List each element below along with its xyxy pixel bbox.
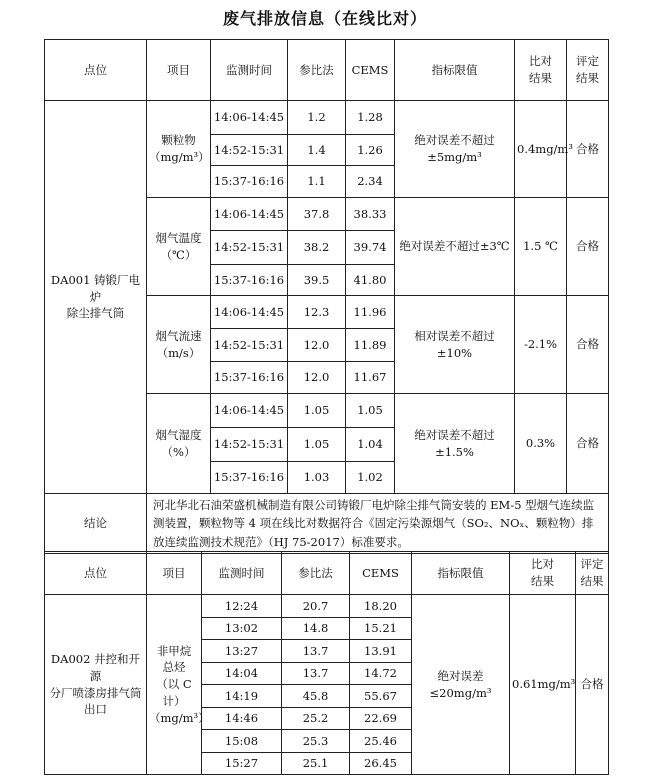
ref-cell: 25.2 bbox=[282, 708, 350, 730]
eval-cell: 合格 bbox=[576, 595, 609, 775]
time-cell: 15:37-16:16 bbox=[211, 462, 288, 494]
cems-cell: 11.67 bbox=[346, 362, 395, 394]
header-eval: 评定 结果 bbox=[567, 40, 609, 101]
ref-cell: 1.4 bbox=[288, 135, 346, 166]
cems-cell: 11.89 bbox=[346, 329, 395, 362]
limit-cell: 绝对误差不超过 ±1.5% bbox=[395, 394, 515, 494]
time-cell: 14:52-15:31 bbox=[211, 329, 288, 362]
cems-cell: 1.04 bbox=[346, 428, 395, 462]
header-result: 比对 结果 bbox=[510, 552, 576, 595]
time-cell: 14:06-14:45 bbox=[211, 198, 288, 231]
time-cell: 14:06-14:45 bbox=[211, 394, 288, 428]
eval-cell: 合格 bbox=[567, 296, 609, 394]
ref-cell: 45.8 bbox=[282, 685, 350, 708]
header-time: 监测时间 bbox=[211, 40, 288, 101]
cems-cell: 25.46 bbox=[350, 730, 412, 753]
header-eval: 评定 结果 bbox=[576, 552, 609, 595]
result-cell: 0.61mg/m³ bbox=[510, 595, 576, 775]
point-cell: DA002 井控和开源 分厂喷漆房排气筒 出口 bbox=[45, 595, 147, 775]
ref-cell: 37.8 bbox=[288, 198, 346, 231]
table-header-row bbox=[45, 552, 609, 595]
cems-cell: 14.72 bbox=[350, 663, 412, 685]
time-cell: 13:02 bbox=[202, 618, 282, 640]
ref-cell: 13.7 bbox=[282, 640, 350, 663]
conclusion-text: 河北华北石油荣盛机械制造有限公司铸锻厂电炉除尘排气筒安装的 EM-5 型烟气连续监测装置，颗粒物等 4 项在线比对数据符合《固定污染源烟气（SO₂、NOₓ、颗粒物）排放连续监测技术规范》（HJ 75-2017）标准要求。 bbox=[147, 494, 609, 554]
header-time: 监测时间 bbox=[202, 552, 282, 595]
ref-cell: 1.03 bbox=[288, 462, 346, 494]
page-title: 废气排放信息（在线比对） bbox=[222, 9, 427, 28]
cems-cell: 15.21 bbox=[350, 618, 412, 640]
table-row bbox=[45, 101, 609, 135]
cems-comparison-table-1 bbox=[44, 39, 609, 554]
eval-cell: 合格 bbox=[567, 394, 609, 494]
header-ref: 参比法 bbox=[282, 552, 350, 595]
header-cems: CEMS bbox=[350, 552, 412, 595]
eval-cell: 合格 bbox=[567, 101, 609, 198]
cems-cell: 1.02 bbox=[346, 462, 395, 494]
time-cell: 15:37-16:16 bbox=[211, 362, 288, 394]
ref-cell: 25.3 bbox=[282, 730, 350, 753]
cems-cell: 11.96 bbox=[346, 296, 395, 329]
time-cell: 14:52-15:31 bbox=[211, 135, 288, 166]
header-ref: 参比法 bbox=[288, 40, 346, 101]
cems-cell: 1.26 bbox=[346, 135, 395, 166]
ref-cell: 25.1 bbox=[282, 753, 350, 775]
conclusion-label: 结论 bbox=[45, 494, 147, 554]
ref-cell: 38.2 bbox=[288, 231, 346, 265]
time-cell: 14:19 bbox=[202, 685, 282, 708]
item-cell: 烟气流速 （m/s） bbox=[147, 296, 211, 394]
result-cell: 0.4mg/m³ bbox=[515, 101, 567, 198]
cems-cell: 1.05 bbox=[346, 394, 395, 428]
cems-cell: 41.80 bbox=[346, 265, 395, 296]
ref-cell: 1.1 bbox=[288, 166, 346, 198]
limit-cell: 相对误差不超过 ±10% bbox=[395, 296, 515, 394]
ref-cell: 20.7 bbox=[282, 595, 350, 618]
cems-cell: 26.45 bbox=[350, 753, 412, 775]
header-point: 点位 bbox=[45, 552, 147, 595]
item-cell: 烟气温度 （℃） bbox=[147, 198, 211, 296]
ref-cell: 39.5 bbox=[288, 265, 346, 296]
cems-cell: 22.69 bbox=[350, 708, 412, 730]
ref-cell: 12.3 bbox=[288, 296, 346, 329]
header-cems: CEMS bbox=[346, 40, 395, 101]
ref-cell: 12.0 bbox=[288, 362, 346, 394]
time-cell: 14:52-15:31 bbox=[211, 231, 288, 265]
time-cell: 13:27 bbox=[202, 640, 282, 663]
ref-cell: 1.05 bbox=[288, 394, 346, 428]
conclusion-row bbox=[45, 494, 609, 554]
cems-cell: 18.20 bbox=[350, 595, 412, 618]
ref-cell: 12.0 bbox=[288, 329, 346, 362]
result-cell: 0.3% bbox=[515, 394, 567, 494]
cems-comparison-table-2 bbox=[44, 551, 609, 775]
point-cell: DA001 铸锻厂电炉 除尘排气筒 bbox=[45, 101, 147, 494]
cems-cell: 2.34 bbox=[346, 166, 395, 198]
time-cell: 14:46 bbox=[202, 708, 282, 730]
header-point: 点位 bbox=[45, 40, 147, 101]
eval-cell: 合格 bbox=[567, 198, 609, 296]
time-cell: 15:37-16:16 bbox=[211, 166, 288, 198]
cems-cell: 13.91 bbox=[350, 640, 412, 663]
time-cell: 14:04 bbox=[202, 663, 282, 685]
cems-cell: 1.28 bbox=[346, 101, 395, 135]
cems-cell: 55.67 bbox=[350, 685, 412, 708]
ref-cell: 14.8 bbox=[282, 618, 350, 640]
header-result: 比对 结果 bbox=[515, 40, 567, 101]
ref-cell: 13.7 bbox=[282, 663, 350, 685]
ref-cell: 1.2 bbox=[288, 101, 346, 135]
limit-cell: 绝对误差 ≤20mg/m³ bbox=[412, 595, 510, 775]
item-cell: 颗粒物 （mg/m³） bbox=[147, 101, 211, 198]
time-cell: 14:06-14:45 bbox=[211, 101, 288, 135]
table-header-row bbox=[45, 40, 609, 101]
time-cell: 14:06-14:45 bbox=[211, 296, 288, 329]
header-limit: 指标限值 bbox=[412, 552, 510, 595]
limit-cell: 绝对误差不超过 ±5mg/m³ bbox=[395, 101, 515, 198]
time-cell: 14:52-15:31 bbox=[211, 428, 288, 462]
header-limit: 指标限值 bbox=[395, 40, 515, 101]
result-cell: 1.5 ℃ bbox=[515, 198, 567, 296]
time-cell: 15:37-16:16 bbox=[211, 265, 288, 296]
time-cell: 15:08 bbox=[202, 730, 282, 753]
header-item: 项目 bbox=[147, 40, 211, 101]
header-item: 项目 bbox=[147, 552, 202, 595]
cems-cell: 39.74 bbox=[346, 231, 395, 265]
result-cell: -2.1% bbox=[515, 296, 567, 394]
ref-cell: 1.05 bbox=[288, 428, 346, 462]
cems-cell: 38.33 bbox=[346, 198, 395, 231]
table-row bbox=[45, 595, 609, 618]
item-cell: 烟气湿度 （%） bbox=[147, 394, 211, 494]
time-cell: 12:24 bbox=[202, 595, 282, 618]
item-cell: 非甲烷 总烃 （以 C 计） （mg/m³） bbox=[147, 595, 202, 775]
time-cell: 15:27 bbox=[202, 753, 282, 775]
limit-cell: 绝对误差不超过±3℃ bbox=[395, 198, 515, 296]
